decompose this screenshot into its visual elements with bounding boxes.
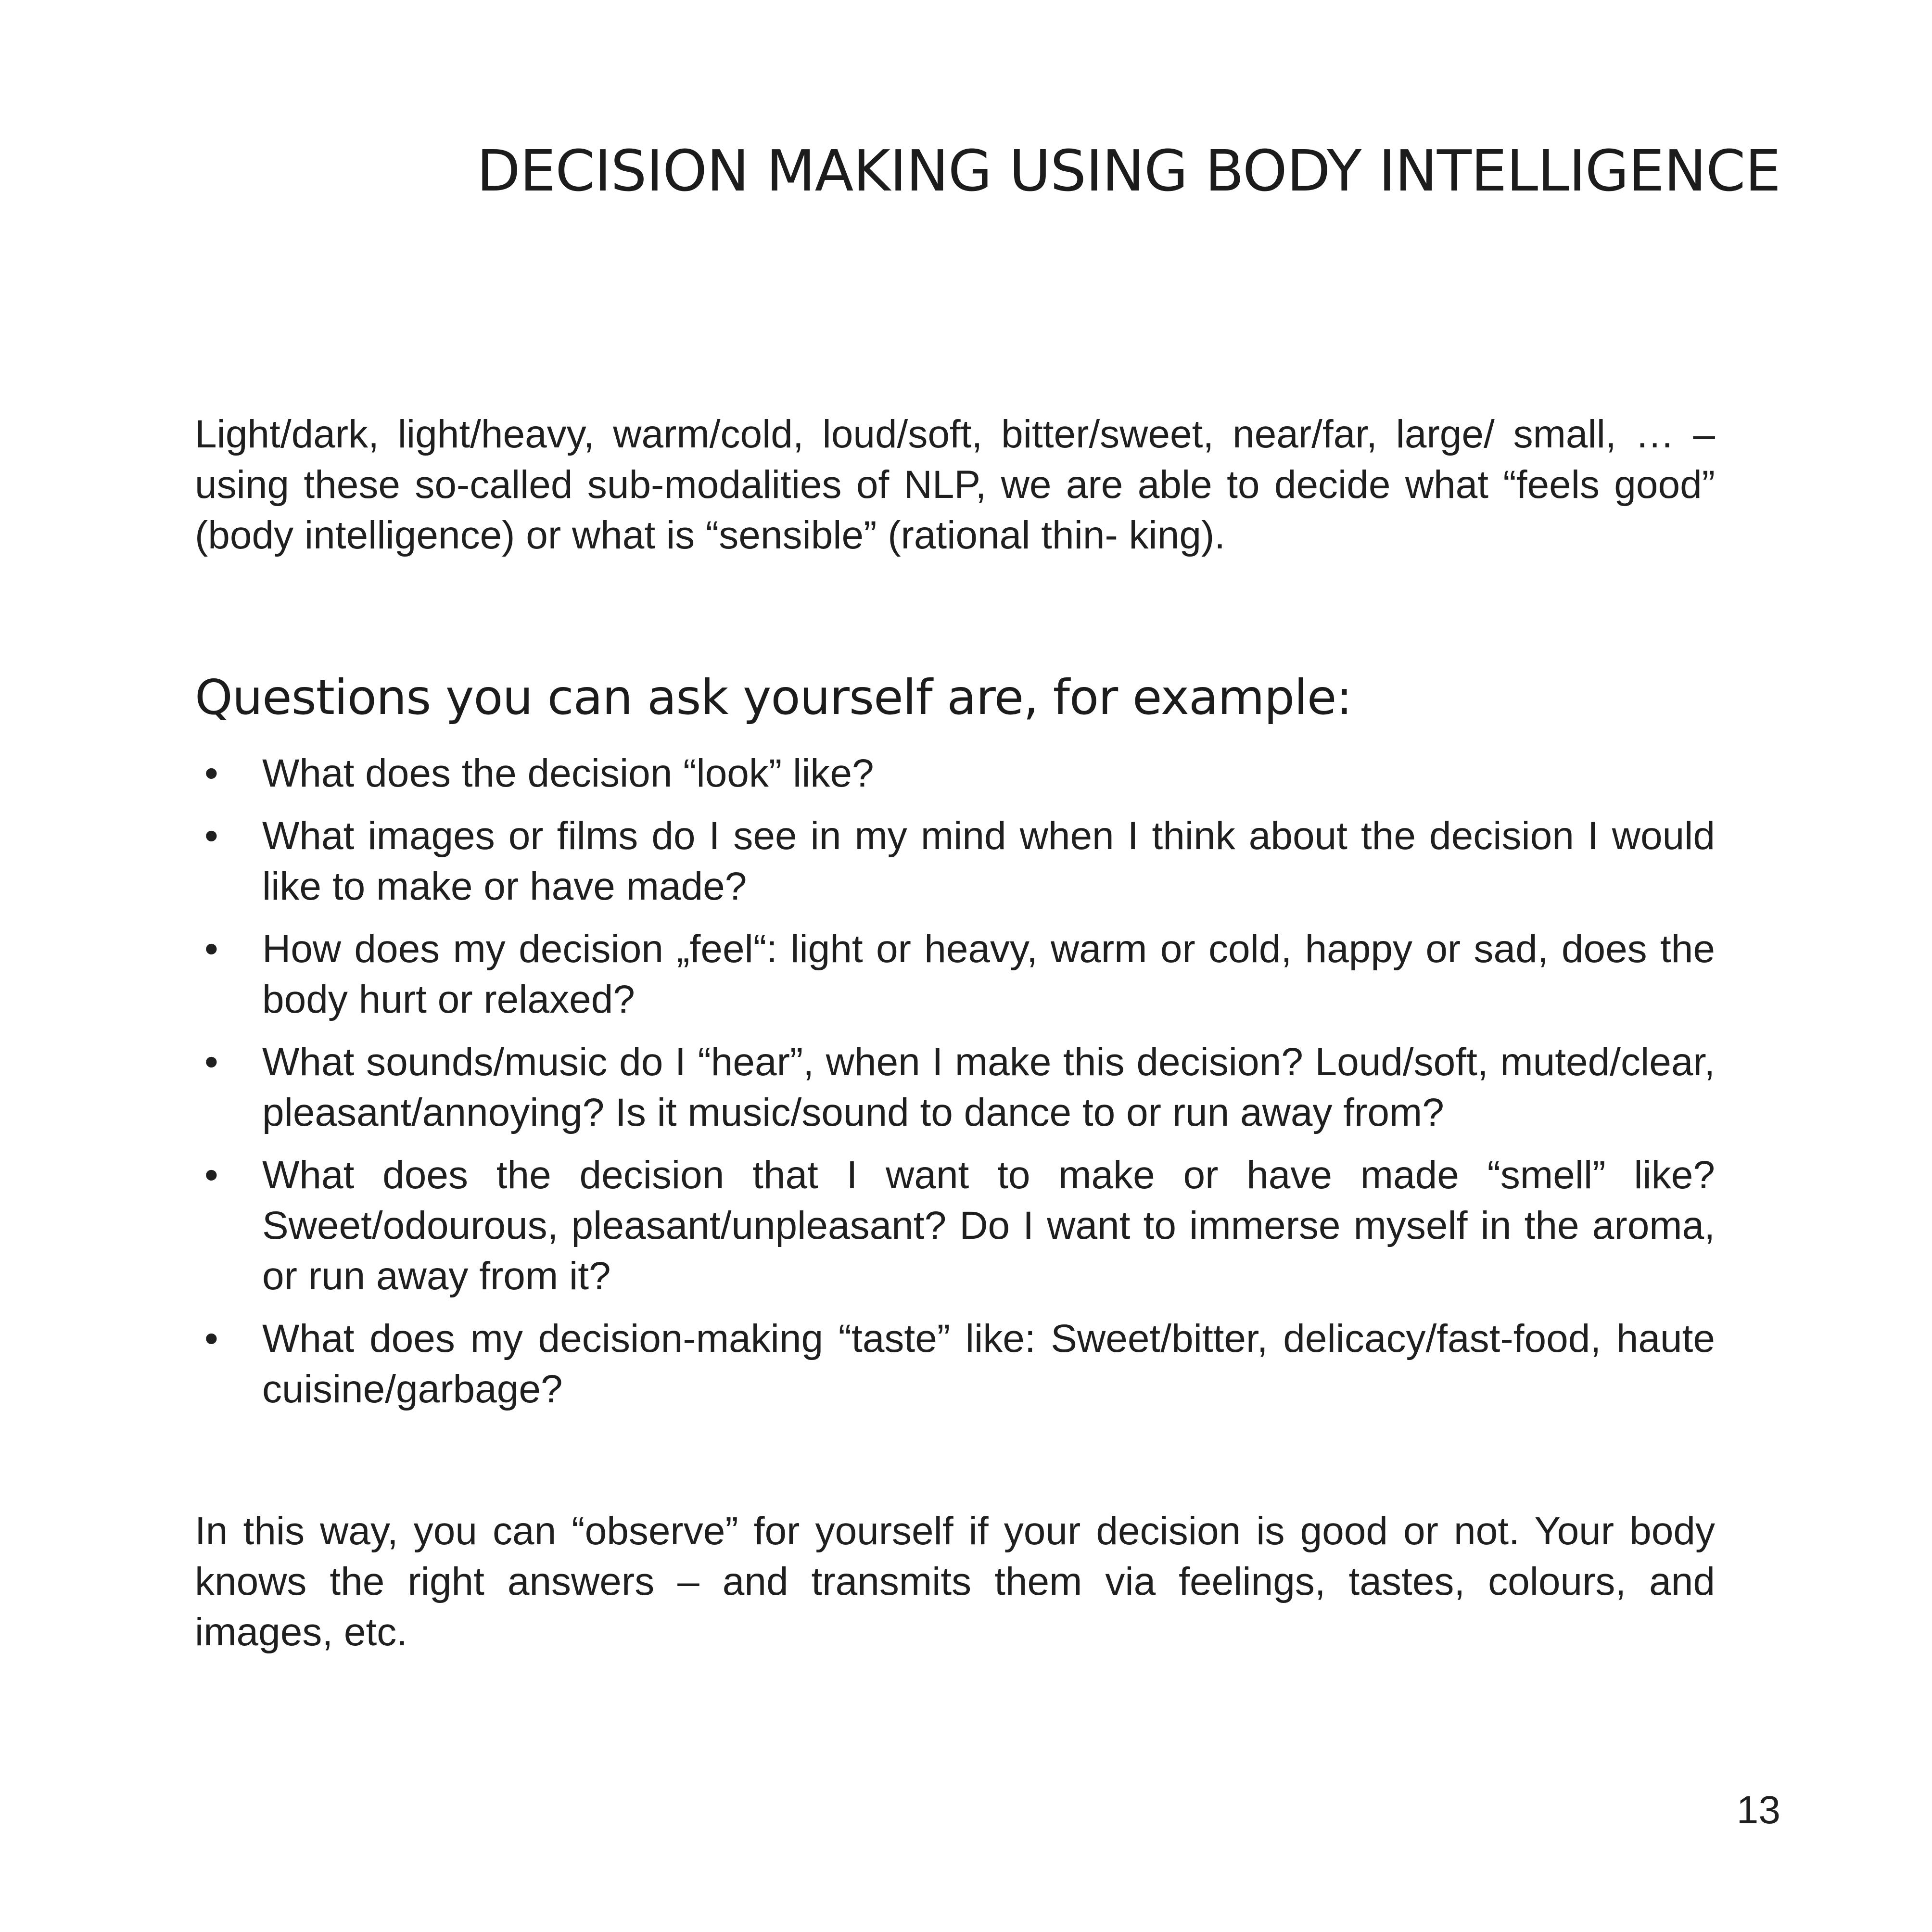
list-item [195, 748, 1715, 799]
list-item [195, 811, 1715, 912]
list-item [195, 924, 1715, 1025]
closing-paragraph: In this way, you can “observe” for yourself if your decision is good or not. Your body knows the right answers – and transmits them via feelings, tastes, colours, and images, etc. [195, 1509, 1715, 1654]
bullet-icon: • [204, 814, 218, 858]
list-item [195, 1150, 1715, 1301]
page-number: 13 [1736, 1788, 1780, 1832]
page-title: DECISION MAKING USING BODY INTELLIGENCE [476, 138, 1780, 204]
question-text: What images or films do I see in my mind when I think about the decision I would like to make or have made? [262, 814, 1715, 908]
bullet-icon: • [204, 1040, 218, 1084]
questions-heading: Questions you can ask yourself are, for example: [195, 669, 1352, 725]
question-list [195, 748, 1715, 1426]
bullet-icon: • [204, 751, 218, 795]
list-item [195, 1313, 1715, 1414]
question-text: What does the decision that I want to make or have made “smell” like? Sweet/odourous, pleasant/unpleasant? Do I want to immerse myself in the aroma, or run away from it? [262, 1153, 1715, 1298]
list-item [195, 1037, 1715, 1138]
bullet-icon: • [204, 927, 218, 971]
question-text: What does my decision-making “taste” like: Sweet/bitter, delicacy/fast-food, haute cuisine/garbage? [262, 1317, 1715, 1411]
bullet-icon: • [204, 1317, 218, 1360]
question-text: What does the decision “look” like? [262, 751, 874, 795]
question-text: How does my decision „feel“: light or heavy, warm or cold, happy or sad, does the body hurt or relaxed? [262, 927, 1715, 1021]
intro-paragraph: Light/dark, light/heavy, warm/cold, loud/soft, bitter/sweet, near/far, large/ small, … – using these so-called sub-modalities of NLP, we are able to decide what “feels good” (body intelligence) or what is “sensible” (rational thin- king). [195, 412, 1715, 557]
question-text: What sounds/music do I “hear”, when I make this decision? Loud/soft, muted/clear, pleasant/annoying? Is it music/sound to dance to or run away from? [262, 1040, 1715, 1134]
bullet-icon: • [204, 1153, 218, 1197]
